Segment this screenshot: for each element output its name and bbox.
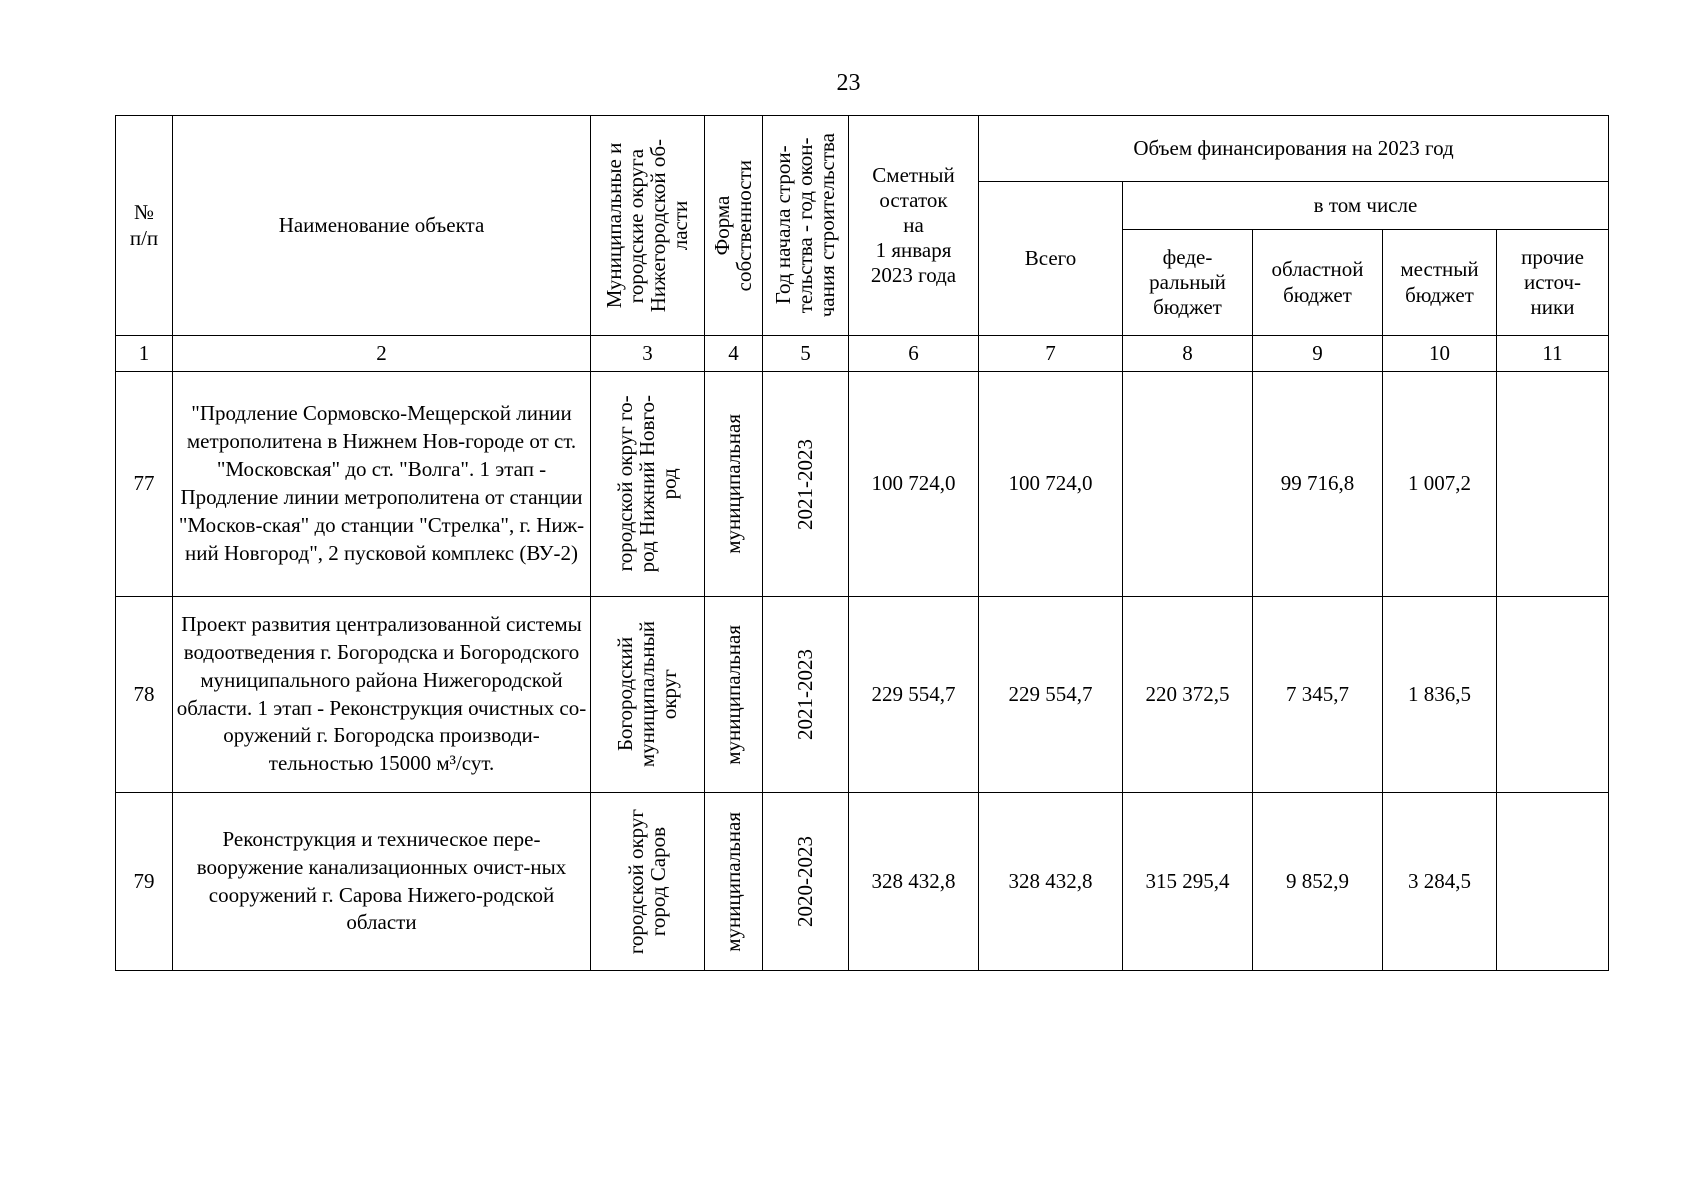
ownership-cell: муниципальная xyxy=(705,793,763,971)
local-cell: 3 284,5 xyxy=(1383,793,1497,971)
years-cell: 2020-2023 xyxy=(763,793,849,971)
page-number: 23 xyxy=(836,70,861,96)
column-number: 8 xyxy=(1123,336,1253,372)
object-name: "Продление Сормовско-Мещерской линии метрополитена в Нижнем Нов-городе от ст. "Московская" до ст. "Волга". 1 этап - Продление линии метрополитена от станции "Москов-ская" до станции "Стрелка", г. Ниж-ний Новгород", 2 пусковой комплекс (ВУ-2) xyxy=(173,372,591,597)
municipality-cell: городской округ город Саров xyxy=(591,793,705,971)
table-header xyxy=(116,116,1609,372)
financing-table xyxy=(115,115,1609,971)
header-num: № п/п xyxy=(116,116,173,336)
row-num: 78 xyxy=(116,597,173,793)
column-number: 5 xyxy=(763,336,849,372)
row-num: 77 xyxy=(116,372,173,597)
object-name: Реконструкция и техническое пере-вооружение канализационных очист-ных сооружений г. Сарова Нижего-родской области xyxy=(173,793,591,971)
column-number: 10 xyxy=(1383,336,1497,372)
other-cell xyxy=(1497,372,1609,597)
header-local: местный бюджет xyxy=(1383,230,1497,336)
header-ownership: Форма собственности xyxy=(705,116,763,336)
estimate-cell: 229 554,7 xyxy=(849,597,979,793)
regional-cell: 99 716,8 xyxy=(1253,372,1383,597)
federal-cell xyxy=(1123,372,1253,597)
local-cell: 1 836,5 xyxy=(1383,597,1497,793)
header-other: прочие источ- ники xyxy=(1497,230,1609,336)
regional-cell: 7 345,7 xyxy=(1253,597,1383,793)
column-number: 1 xyxy=(116,336,173,372)
municipality-cell: городской округ го- род Нижний Новго- род xyxy=(591,372,705,597)
column-number: 11 xyxy=(1497,336,1609,372)
local-cell: 1 007,2 xyxy=(1383,372,1497,597)
header-federal: феде- ральный бюджет xyxy=(1123,230,1253,336)
header-years: Год начала строи- тельства - год окон- чания строительства xyxy=(763,116,849,336)
years-cell: 2021-2023 xyxy=(763,597,849,793)
header-total: Всего xyxy=(979,182,1123,336)
header-municipality: Муниципальные и городские округа Нижегородской об- ласти xyxy=(591,116,705,336)
column-number: 6 xyxy=(849,336,979,372)
header-including: в том числе xyxy=(1123,182,1609,230)
object-name: Проект развития централизованной системы водоотведения г. Богородска и Богородского муниципального района Нижегородской области. 1 этап - Реконструкция очистных со-оружений г. Богородска производи-тельностью 15000 м³/сут. xyxy=(173,597,591,793)
municipality-cell: Богородский муниципальный округ xyxy=(591,597,705,793)
other-cell xyxy=(1497,597,1609,793)
header-regional: областной бюджет xyxy=(1253,230,1383,336)
total-cell: 100 724,0 xyxy=(979,372,1123,597)
other-cell xyxy=(1497,793,1609,971)
total-cell: 328 432,8 xyxy=(979,793,1123,971)
years-cell: 2021-2023 xyxy=(763,372,849,597)
header-estimate: Сметный остаток на 1 января 2023 года xyxy=(849,116,979,336)
table-row xyxy=(116,597,1609,793)
federal-cell: 315 295,4 xyxy=(1123,793,1253,971)
table-row xyxy=(116,372,1609,597)
estimate-cell: 100 724,0 xyxy=(849,372,979,597)
regional-cell: 9 852,9 xyxy=(1253,793,1383,971)
estimate-cell: 328 432,8 xyxy=(849,793,979,971)
row-num: 79 xyxy=(116,793,173,971)
column-number: 9 xyxy=(1253,336,1383,372)
column-number: 3 xyxy=(591,336,705,372)
column-number: 4 xyxy=(705,336,763,372)
column-number-row xyxy=(116,336,1609,372)
total-cell: 229 554,7 xyxy=(979,597,1123,793)
table-row xyxy=(116,793,1609,971)
column-number: 7 xyxy=(979,336,1123,372)
federal-cell: 220 372,5 xyxy=(1123,597,1253,793)
ownership-cell: муниципальная xyxy=(705,597,763,793)
header-name: Наименование объекта xyxy=(173,116,591,336)
column-number: 2 xyxy=(173,336,591,372)
ownership-cell: муниципальная xyxy=(705,372,763,597)
header-funding: Объем финансирования на 2023 год xyxy=(979,116,1609,182)
